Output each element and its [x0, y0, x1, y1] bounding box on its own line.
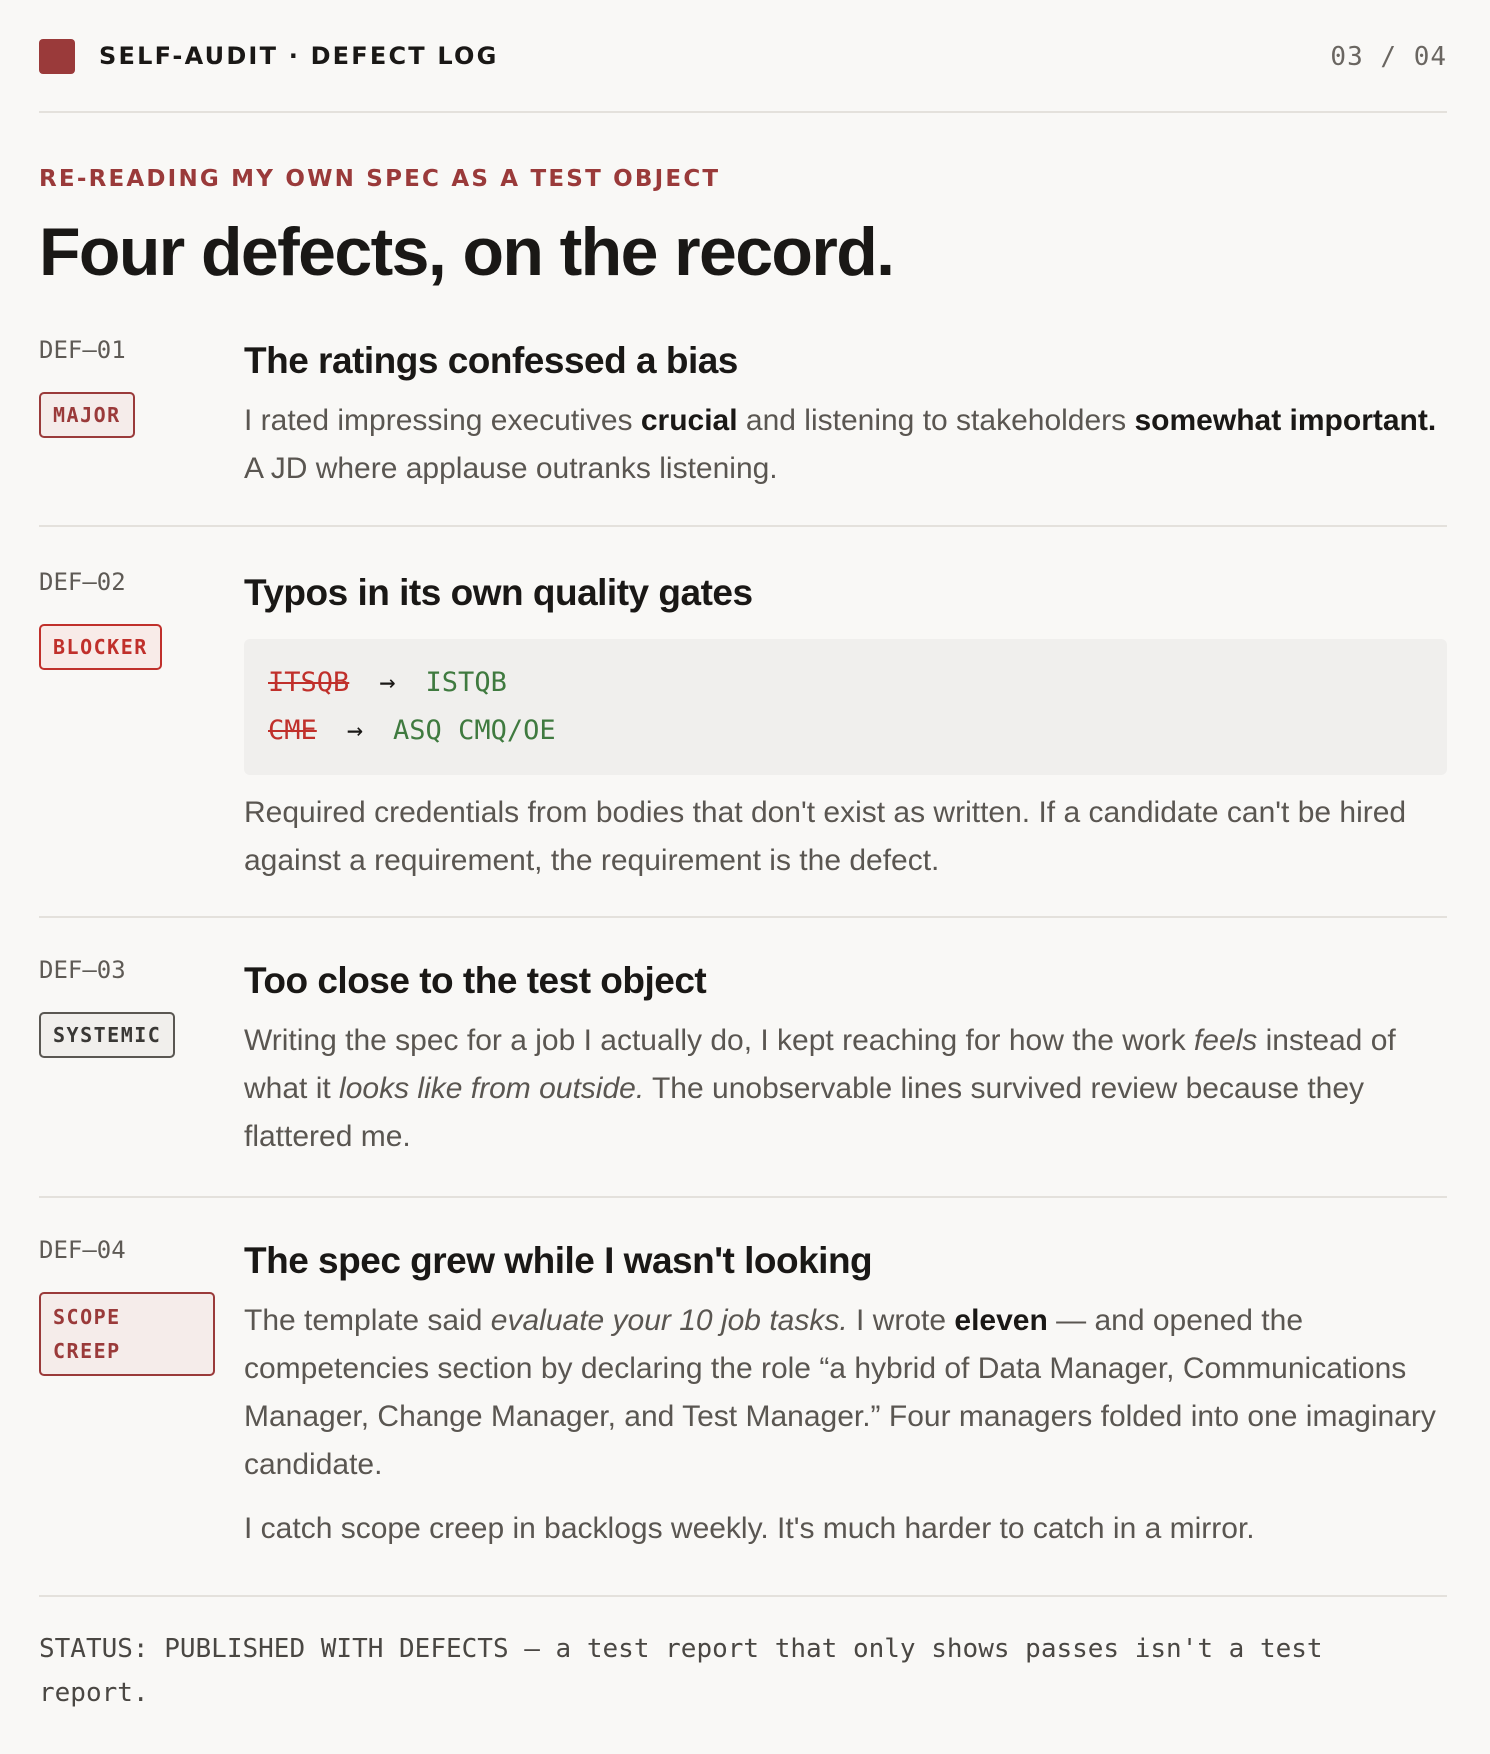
text-run: I rated impressing executives	[244, 404, 641, 437]
defect-description: Required credentials from bodies that don't exist as written. If a candidate can't be hired against a requirement, the requirement is the defect.	[244, 796, 1407, 877]
defect-body	[244, 336, 1447, 493]
text-run: The template said	[244, 1304, 491, 1337]
corrections-code-block	[244, 639, 1447, 775]
defect-id: DEF–04	[39, 1236, 126, 1264]
defect-title: Too close to the test object	[244, 960, 707, 1001]
defect-id: DEF–01	[39, 336, 126, 364]
page-indicator: 03 / 04	[1330, 42, 1447, 72]
italic-text: feels	[1193, 1024, 1258, 1057]
brand-mark-icon	[39, 39, 75, 74]
wrong-value: ITSQB	[268, 667, 350, 698]
defect-body	[244, 1236, 1447, 1553]
arrow-icon: →	[346, 715, 364, 746]
text-run: A JD where applause outranks listening.	[244, 452, 778, 485]
correction-row	[268, 659, 1423, 707]
severity-badge: BLOCKER	[39, 624, 162, 670]
text-run: instead of what it	[244, 1024, 1396, 1105]
correct-value: ASQ CMQ/OE	[393, 715, 556, 746]
header-bar	[39, 0, 1447, 113]
text-run: The unobservable lines survived review because they flattered me.	[244, 1072, 1365, 1153]
text-run: I wrote	[847, 1304, 955, 1337]
eyebrow-label: RE-READING MY OWN SPEC AS A TEST OBJECT	[39, 166, 721, 192]
correction-row	[268, 707, 1423, 755]
text-run: Writing the spec for a job I actually do, I kept reaching for how the work	[244, 1024, 1194, 1057]
defect-description	[244, 1017, 1447, 1161]
italic-text: evaluate your 10 job tasks.	[490, 1304, 848, 1337]
defect-description	[244, 1297, 1447, 1489]
page-title: Four defects, on the record.	[39, 214, 894, 290]
defect-id: DEF–03	[39, 956, 126, 984]
defect-body	[244, 568, 1447, 885]
defect-title: Typos in its own quality gates	[244, 572, 753, 613]
emphasis-text: crucial	[640, 404, 738, 437]
defect-id: DEF–02	[39, 568, 126, 596]
italic-text: looks like from outside.	[339, 1072, 645, 1105]
defect-title: The spec grew while I wasn't looking	[244, 1240, 873, 1281]
arrow-icon: →	[379, 667, 396, 698]
text-run: — and opened the competencies section by declaring the role “a hybrid of Data Manager, Communications Manager, Change Manager, and Test Manager.” Four managers folded into one imaginary candidate.	[244, 1304, 1436, 1481]
defect-item-01	[39, 336, 1447, 527]
text-run: and listening to stakeholders	[737, 404, 1135, 437]
defect-item-03	[39, 956, 1447, 1198]
defect-title: The ratings confessed a bias	[244, 340, 738, 381]
defect-item-04	[39, 1236, 1447, 1576]
defect-closing-remark: I catch scope creep in backlogs weekly. It's much harder to catch in a mirror.	[244, 1512, 1255, 1545]
severity-badge: SYSTEMIC	[39, 1012, 175, 1058]
defect-body	[244, 956, 1447, 1161]
correct-value: ISTQB	[425, 667, 507, 698]
defect-description	[244, 397, 1447, 493]
emphasis-text: somewhat important.	[1134, 404, 1437, 437]
status-footer: STATUS: PUBLISHED WITH DEFECTS — a test report that only shows passes isn't a test report.	[39, 1595, 1447, 1715]
severity-badge: MAJOR	[39, 392, 135, 438]
emphasis-text: eleven	[954, 1304, 1048, 1337]
severity-badge	[39, 1292, 215, 1376]
severity-label: CREEP	[53, 1339, 121, 1363]
defect-item-02	[39, 568, 1447, 918]
brand-title: SELF-AUDIT · DEFECT LOG	[99, 42, 499, 70]
severity-label: SCOPE	[53, 1305, 121, 1329]
wrong-value: CME	[268, 715, 317, 746]
